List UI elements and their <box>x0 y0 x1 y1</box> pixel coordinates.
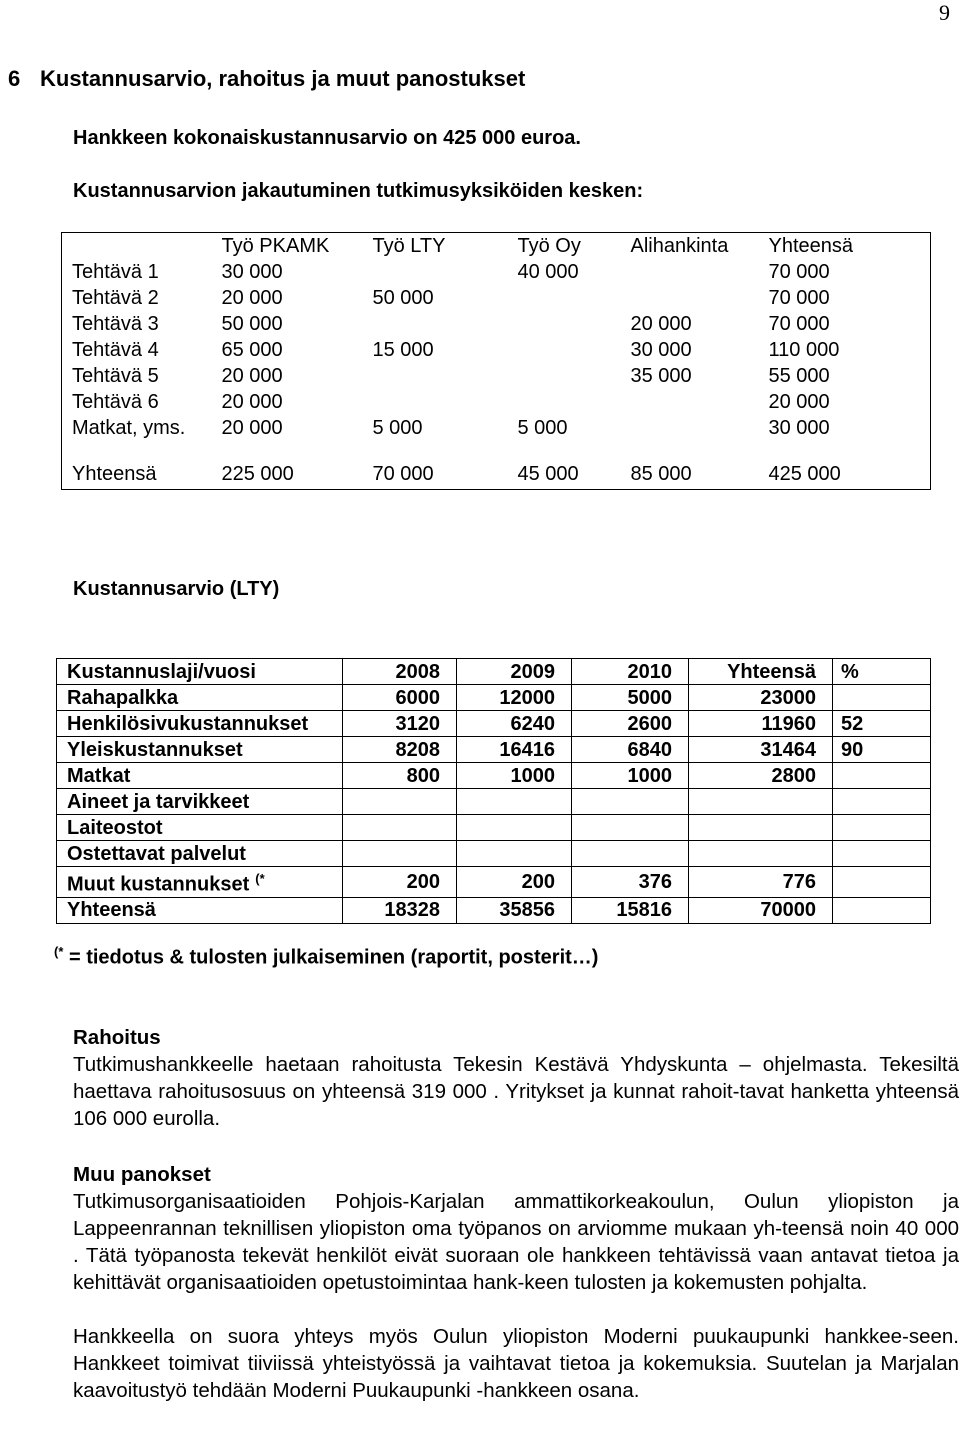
table-cell: 35856 <box>457 897 572 923</box>
table-row <box>62 311 931 337</box>
table-cell: 50 000 <box>221 313 283 335</box>
table-cell <box>833 815 931 841</box>
table-cell: 35 000 <box>630 365 692 387</box>
table-cell: Matkat <box>57 763 343 789</box>
section-heading <box>8 66 525 92</box>
table-cell: Yhteensä <box>689 659 833 685</box>
table-cell: Tehtävä 5 <box>72 365 159 387</box>
page-number: 9 <box>939 0 950 25</box>
footnote-ref: (* <box>255 871 265 886</box>
table-cell: Aineet ja tarvikkeet <box>57 789 343 815</box>
table-cell: 31464 <box>689 737 833 763</box>
table-cell: Työ LTY <box>372 235 446 257</box>
table-cell <box>508 389 621 415</box>
section-number: 6 <box>8 66 21 91</box>
total-statement: Hankkeen kokonaiskustannusarvio on 425 000 euroa. <box>73 127 581 149</box>
table-cell <box>343 841 457 867</box>
table-cell: 6840 <box>572 737 689 763</box>
table-cell <box>363 311 508 337</box>
table-cell: 200 <box>457 867 572 898</box>
table-cell <box>621 389 759 415</box>
table-cell: 5000 <box>572 685 689 711</box>
table-cell: Laiteostot <box>57 815 343 841</box>
table-cell: 8208 <box>343 737 457 763</box>
table-cell: Työ Oy <box>517 235 581 257</box>
rahoitus-heading: Rahoitus <box>73 1026 161 1049</box>
table-cell <box>457 841 572 867</box>
rahoitus-section <box>73 1024 959 1132</box>
table-row <box>57 841 931 867</box>
table-cell <box>457 789 572 815</box>
table-cell: 20 000 <box>221 391 283 413</box>
table-cell: % <box>833 659 931 685</box>
table-cell <box>363 363 508 389</box>
table-cell <box>363 259 508 285</box>
table-spacer-row <box>62 441 931 459</box>
table-cell <box>363 389 508 415</box>
table-cell: 30 000 <box>630 339 692 361</box>
table-cell: 1000 <box>572 763 689 789</box>
muu-panokset-text-1: Tutkimusorganisaatioiden Pohjois-Karjalan ammattikorkeakoulun, Oulun yliopiston ja Lappeenrannan teknillisen yliopiston oma työpanos on arviomme mukaan yh-teensä noin 40 000 . Tätä työpanosta tekevät henkilöt eivät suoraan ole hankkeen tehtävissä vaan antavat tietoa ja kehittävät organisaatioiden opetustoimintaa hank-keen tulosten ja kokemusten pohjalta. <box>73 1190 959 1294</box>
table-row <box>62 259 931 285</box>
section-title: Kustannusarvio, rahoitus ja muut panostukset <box>40 66 526 91</box>
table-cell: 376 <box>572 867 689 898</box>
table-cell: 15 000 <box>372 339 434 361</box>
table-cell: 70 000 <box>768 287 830 309</box>
table-cell: 55 000 <box>768 365 830 387</box>
table-cell: 2008 <box>343 659 457 685</box>
table-cell: Alihankinta <box>630 235 729 257</box>
table-cell <box>833 789 931 815</box>
table-cell <box>343 815 457 841</box>
table-cell: 50 000 <box>372 287 434 309</box>
table-cell <box>621 415 759 441</box>
table-cell: 70 000 <box>372 463 434 485</box>
spacer-cell <box>62 441 931 459</box>
table-cell: 200 <box>343 867 457 898</box>
table-cell <box>689 789 833 815</box>
table-cell: 85 000 <box>630 463 692 485</box>
lty-cost-table <box>56 658 931 924</box>
footnote <box>54 944 598 970</box>
table-cell <box>508 311 621 337</box>
table-row <box>57 737 931 763</box>
table-cell: 65 000 <box>221 339 283 361</box>
table-cell: 2800 <box>689 763 833 789</box>
table-cell: Tehtävä 2 <box>72 287 159 309</box>
lty-heading: Kustannusarvio (LTY) <box>73 578 280 600</box>
table-header-row <box>62 233 931 260</box>
table-cell: 70 000 <box>768 313 830 335</box>
table-row <box>62 415 931 441</box>
table-row <box>57 897 931 923</box>
table-cell <box>508 285 621 311</box>
table-cell <box>833 841 931 867</box>
table-cell <box>621 259 759 285</box>
table-cell: Tehtävä 4 <box>72 339 159 361</box>
table-cell: Yhteensä <box>57 897 343 923</box>
footnote-text: = tiedotus & tulosten julkaiseminen (raportit, posterit…) <box>68 946 599 969</box>
table-cell: 70 000 <box>768 261 830 283</box>
table-cell: Työ PKAMK <box>221 235 330 257</box>
table-cell <box>621 285 759 311</box>
table-row <box>57 815 931 841</box>
table-cell <box>833 763 931 789</box>
table-cell: 20 000 <box>221 417 283 439</box>
table-cell <box>343 789 457 815</box>
table-cell: 18328 <box>343 897 457 923</box>
distribution-table <box>61 232 931 490</box>
table-cell: 425 000 <box>768 463 841 485</box>
table-cell: 70000 <box>689 897 833 923</box>
table-cell: Yleiskustannukset <box>57 737 343 763</box>
table-cell: 15816 <box>572 897 689 923</box>
table-cell: 1000 <box>457 763 572 789</box>
table-row <box>57 789 931 815</box>
table-cell <box>833 897 931 923</box>
table-cell: 5 000 <box>517 417 568 439</box>
table-cell: 20 000 <box>221 287 283 309</box>
table-cell <box>689 815 833 841</box>
table-cell <box>457 815 572 841</box>
table-cell <box>833 867 931 898</box>
table-cell: 11960 <box>689 711 833 737</box>
table-cell <box>689 841 833 867</box>
table-cell <box>508 337 621 363</box>
table-cell: 20 000 <box>630 313 692 335</box>
table-row <box>57 867 931 898</box>
table-cell: 40 000 <box>517 261 579 283</box>
table-cell: 225 000 <box>221 463 294 485</box>
table-cell <box>508 363 621 389</box>
table-cell <box>62 233 212 260</box>
table-cell: 3120 <box>343 711 457 737</box>
table-cell: 5 000 <box>372 417 423 439</box>
table-cell: Ostettavat palvelut <box>57 841 343 867</box>
table-cell <box>572 815 689 841</box>
cell-text: Muut kustannukset <box>67 873 250 896</box>
table-cell: 2600 <box>572 711 689 737</box>
table-cell: Henkilösivukustannukset <box>57 711 343 737</box>
table-cell: 45 000 <box>517 463 579 485</box>
table-cell: 2010 <box>572 659 689 685</box>
footnote-marker: (* <box>54 944 64 959</box>
table-cell: Kustannuslaji/vuosi <box>57 659 343 685</box>
table-row <box>62 363 931 389</box>
table-row <box>62 337 931 363</box>
rahoitus-text: Tutkimushankkeelle haetaan rahoitusta Tekesin Kestävä Yhdyskunta – ohjelmasta. Tekesiltä haettava rahoitusosuus on yhteensä 319 000 . Yritykset ja kunnat rahoit-tavat hanketta yhteensä 106 000 eurolla. <box>73 1053 959 1130</box>
table-cell: 20 000 <box>221 365 283 387</box>
distribution-heading: Kustannusarvion jakautuminen tutkimusyksiköiden kesken: <box>73 180 644 202</box>
table-cell <box>57 867 343 898</box>
table-row <box>62 285 931 311</box>
table-total-row <box>62 459 931 490</box>
table-cell: Yhteensä <box>72 463 157 485</box>
table-cell: Tehtävä 6 <box>72 391 159 413</box>
table-cell: 6240 <box>457 711 572 737</box>
table-cell: 16416 <box>457 737 572 763</box>
table-cell: 12000 <box>457 685 572 711</box>
table-cell: 52 <box>833 711 931 737</box>
table-cell: 2009 <box>457 659 572 685</box>
table-cell: Yhteensä <box>768 235 854 257</box>
muu-panokset-text-2: Hankkeella on suora yhteys myös Oulun yliopiston Moderni puukaupunki hankkee-seen. Hankkeet toimivat tiiviissä yhteistyössä ja vaihtavat tietoa ja kokemuksia. Suutelan ja Marjalan kaavoitustyö tehdään Moderni Puukaupunki -hankkeen osana. <box>73 1325 959 1402</box>
table-cell: 20 000 <box>768 391 830 413</box>
table-cell <box>572 789 689 815</box>
muu-panokset-heading: Muu panokset <box>73 1163 211 1186</box>
table-cell: 776 <box>689 867 833 898</box>
table-row <box>62 389 931 415</box>
table-cell: 6000 <box>343 685 457 711</box>
table-cell: 800 <box>343 763 457 789</box>
table-row <box>57 711 931 737</box>
table-cell: Tehtävä 3 <box>72 313 159 335</box>
table-row <box>57 763 931 789</box>
table-cell <box>572 841 689 867</box>
table-cell: 110 000 <box>768 339 840 361</box>
table-cell: 90 <box>833 737 931 763</box>
table-header-row <box>57 659 931 685</box>
table-cell: 30 000 <box>221 261 283 283</box>
muu-panokset-section <box>73 1161 959 1404</box>
table-cell: 23000 <box>689 685 833 711</box>
table-row <box>57 685 931 711</box>
table-cell: 30 000 <box>768 417 830 439</box>
table-cell: Matkat, yms. <box>72 417 186 439</box>
table-cell: Tehtävä 1 <box>72 261 159 283</box>
table-cell: Rahapalkka <box>57 685 343 711</box>
table-cell <box>833 685 931 711</box>
